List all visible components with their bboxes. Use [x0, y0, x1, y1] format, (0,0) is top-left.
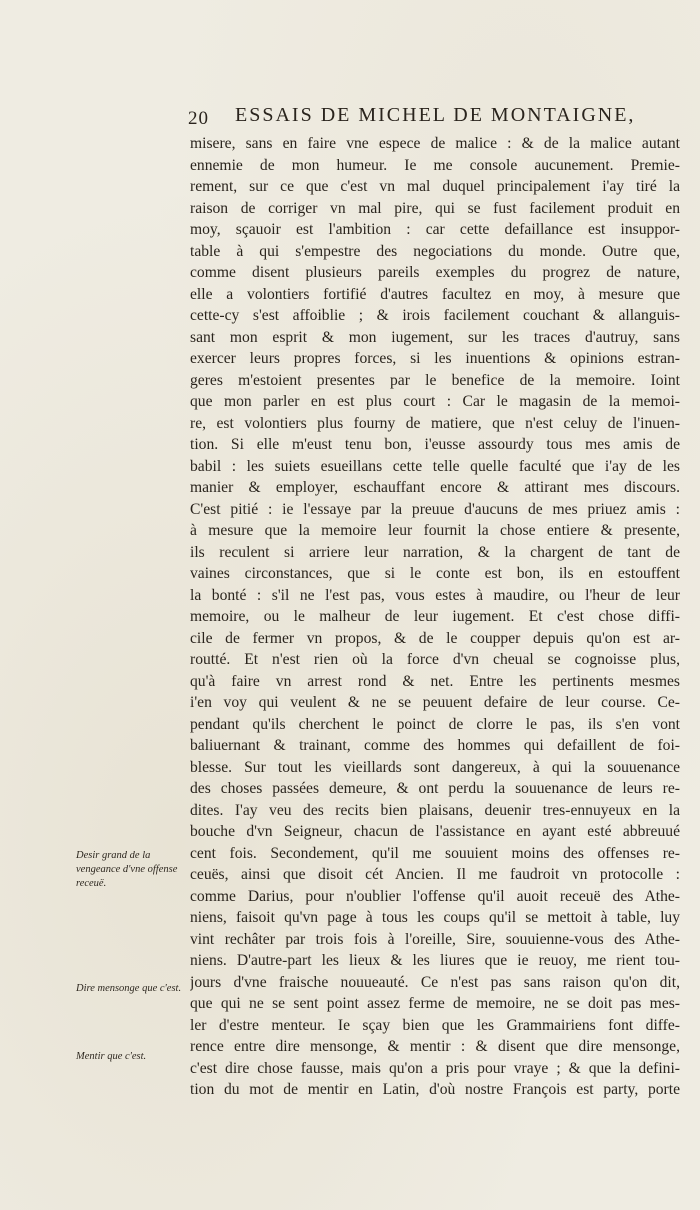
- text-line: vaines circonstances, que si le conte est bon, ils en estouffent: [190, 565, 680, 582]
- main-text-column: [190, 133, 680, 1101]
- text-line: i'en voy qui veulent & ne se peuuent defaire de leur course. Ce-: [190, 694, 680, 711]
- text-line: ennemie de mon humeur. Ie me console aucunement. Premie-: [190, 156, 680, 174]
- text-line: rement, sur ce que c'est vn mal duquel principalement i'ay tiré la: [190, 178, 680, 195]
- text-line: ler d'estre menteur. Ie sçay bien que les Grammairiens font diffe-: [190, 1016, 680, 1034]
- text-line: rence entre dire mensonge, & mentir : & disent que dire mensonge,: [190, 1038, 680, 1055]
- page-header: [188, 104, 643, 130]
- text-line: moy, sçauoir est l'ambition : car cette defaillance est insuppor-: [190, 221, 680, 238]
- text-line: re, est volontiers plus fourny de matiere, que n'est celuy de l'inuen-: [190, 414, 680, 432]
- text-line: geres m'estoient presentes par le benefice de la memoire. Ioint: [190, 371, 680, 389]
- text-line: tion. Si elle m'eust tenu bon, i'eusse assourdy tous mes amis de: [190, 436, 680, 453]
- text-line: ils reculent si arriere leur narration, & la chargent de tant de: [190, 543, 680, 561]
- text-line: des choses passées demeure, & ont perdu la souuenance de leurs re-: [190, 780, 680, 797]
- text-line: elle a volontiers fortifié d'autres facultez en moy, à mesure que: [190, 285, 680, 303]
- margin-note-vengeance: Desir grand de la vengeance d'vne offense receuë.: [76, 850, 178, 889]
- text-line: babil : les suiets esueillans cette telle quelle faculté que i'ay de les: [190, 457, 680, 475]
- text-line: pendant qu'ils cherchent le poinct de clorre le pas, ils s'en vont: [190, 715, 680, 733]
- text-line: niens. D'autre-part les lieux & les liures que ie reuoy, me rient tou-: [190, 952, 680, 969]
- text-line: table à qui s'empestre des negociations du monde. Outre que,: [190, 242, 680, 260]
- text-line: tion du mot de mentir en Latin, d'où nostre François est party, porte: [190, 1081, 680, 1098]
- text-line: c'est dire chose fausse, mais qu'on a pris pour vraye ; & que la defini-: [190, 1059, 680, 1077]
- text-line: que qui ne se sent point assez ferme de memoire, ne se doit pas mes-: [190, 995, 680, 1012]
- text-line: dites. I'ay veu des recits bien plaisans, deuenir tres-ennuyeux en la: [190, 801, 680, 819]
- text-line: sant mon esprit & mon iugement, sur les traces d'autruy, sans: [190, 328, 680, 346]
- running-title: ESSAIS DE MICHEL DE MONTAIGNE,: [235, 104, 636, 126]
- text-line: vint rechâter par trois fois à l'oreille, Sire, souuienne-vous des Athe-: [190, 930, 680, 948]
- text-line: cile de fermer vn propos, & de le coupper depuis qu'on est ar-: [190, 629, 680, 647]
- text-line: blesse. Sur tout les vieillards sont dangereux, à qui la souuenance: [190, 758, 680, 776]
- text-line: manier & employer, eschauffant encore & attirant mes discours.: [190, 479, 680, 496]
- text-line: niens, faisoit qu'vn page à tous les coups qu'il se mettoit à table, luy: [190, 909, 680, 926]
- text-line: bouche d'vn Seigneur, chacun de l'assistance en ayant esté abbreuué: [190, 823, 680, 840]
- text-line: baliuernant & trainant, comme des hommes qui defaillent de foi-: [190, 737, 680, 754]
- margin-note-mentir: Mentir que c'est.: [76, 1051, 147, 1062]
- text-line: exercer leurs propres forces, si les inuentions & opinions estran-: [190, 350, 680, 367]
- text-line: à mesure que la memoire leur fournit la chose entiere & presente,: [190, 522, 680, 539]
- text-line: cette-cy s'est affoiblie ; & irois facilement couchant & allanguis-: [190, 307, 680, 324]
- text-line: ceuës, ainsi que disoit cét Ancien. Il me faudroit vn protocolle :: [190, 866, 680, 883]
- text-line: jours d'vne fraische nouueauté. Ce n'est pas sans raison qu'on dit,: [190, 973, 680, 991]
- page-number: 20: [188, 108, 209, 129]
- text-line: raison de corriger vn mal pire, qui se fust facilement produit en: [190, 199, 680, 217]
- text-line: que mon parler en est plus court : Car le magasin de la memoi-: [190, 393, 680, 410]
- text-line: qu'à faire vn arrest rond & net. Entre les pertinents mesmes: [190, 672, 680, 690]
- text-line: comme disent plusieurs pareils exemples du progrez de nature,: [190, 264, 680, 281]
- text-line: comme Darius, pour n'oublier l'offense qu'il auoit receuë des Athe-: [190, 887, 680, 905]
- margin-note-mensonge: Dire mensonge que c'est.: [76, 983, 182, 994]
- text-line: C'est pitié : ie l'essaye par la preuue d'aucuns de mes priuez amis :: [190, 500, 680, 518]
- text-line: routté. Et n'est rien où la force d'vn cheual se cognoisse plus,: [190, 651, 680, 668]
- text-line: cent fois. Secondement, qu'il me souuient moins des offenses re-: [190, 844, 680, 862]
- text-line: memoire, ou le malheur de leur iugement. Et c'est chose diffi-: [190, 608, 680, 625]
- text-line: misere, sans en faire vne espece de malice : & de la malice autant: [190, 135, 680, 152]
- text-line: la bonté : s'il ne l'est pas, vous estes à maudire, ou l'heur de leur: [190, 586, 680, 604]
